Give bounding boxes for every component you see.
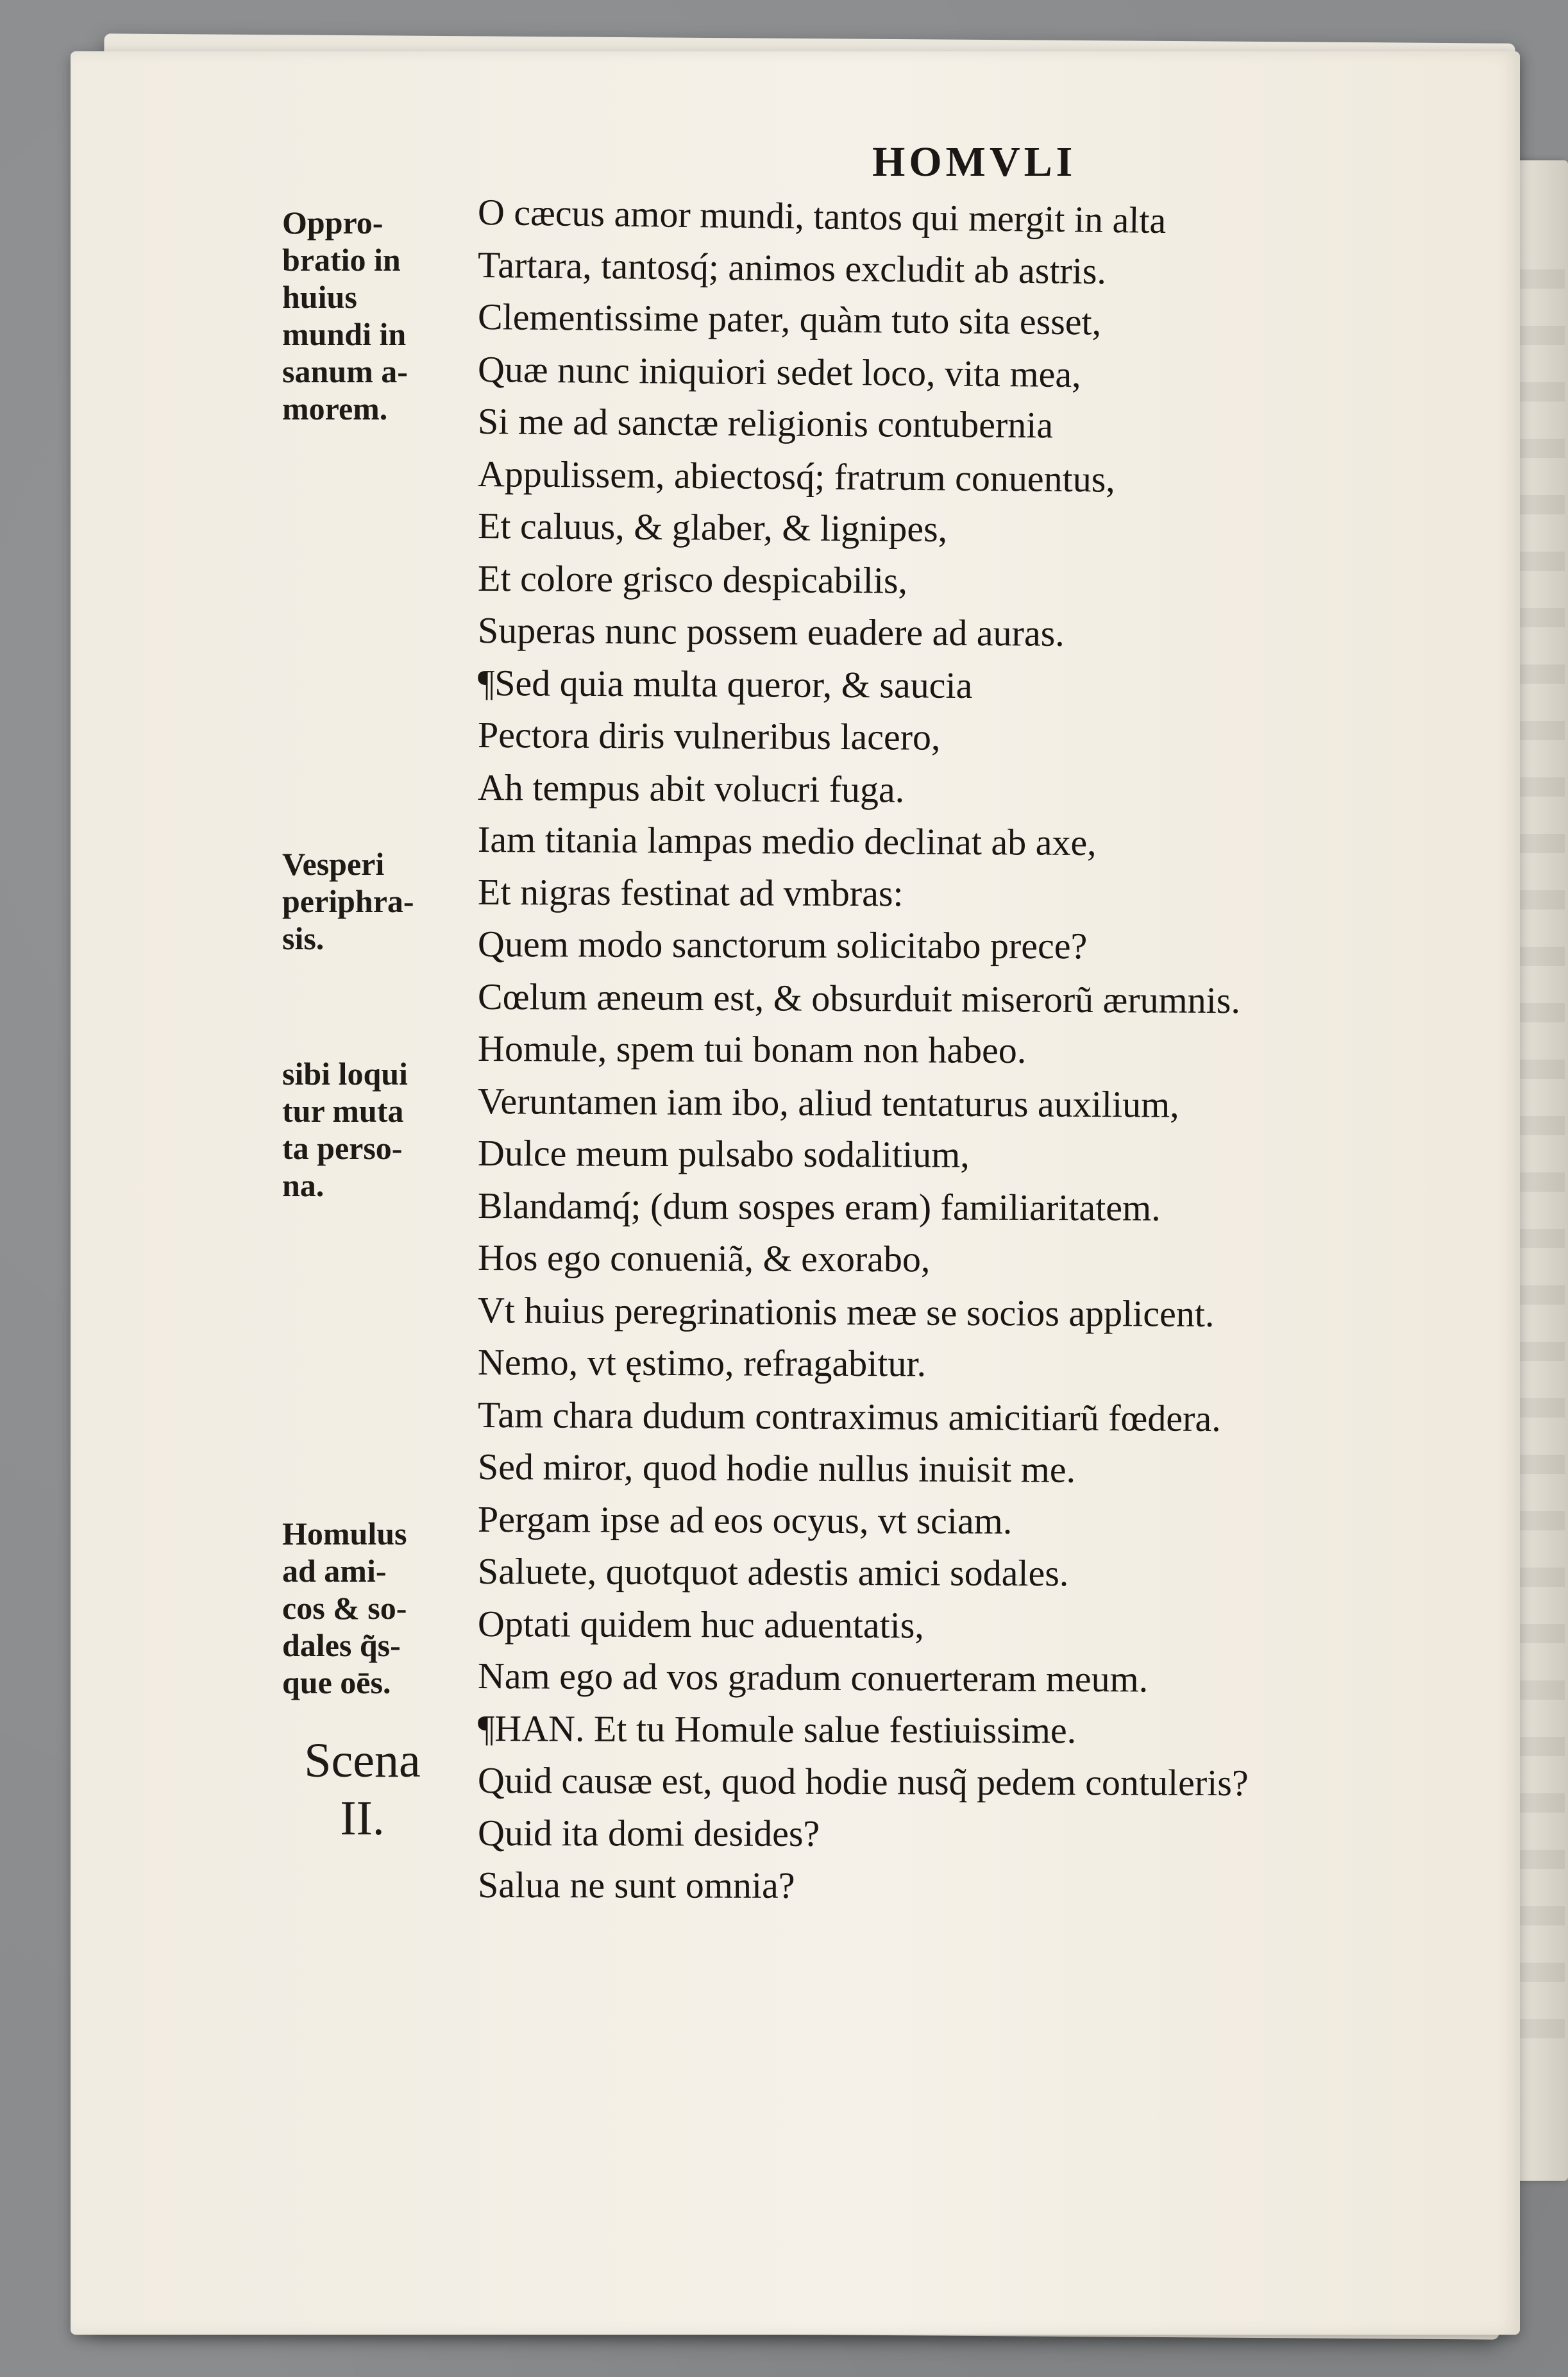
verse-line: Hos ego conueniã, & exorabo, xyxy=(477,1237,931,1280)
verse-line: Iam titania lampas medio declinat ab axe, xyxy=(477,818,1097,864)
verse-line: Cœlum æneum est, & obsurduit miserorũ ærumnis. xyxy=(477,975,1241,1021)
verse-line: Si me ad sanctæ religionis contubernia xyxy=(477,400,1054,446)
verse-line: Dulce meum pulsabo sodalitium, xyxy=(477,1132,970,1176)
verse-line: Veruntamen iam ibo, aliud tentaturus auxilium, xyxy=(477,1079,1179,1126)
verse-line: Optati quidem huc aduentatis, xyxy=(477,1602,924,1646)
verse-line: Blandamq́; (dum sospes eram) familiaritatem. xyxy=(477,1184,1161,1229)
verse-line: Pergam ipse ad eos ocyus, vt sciam. xyxy=(477,1498,1013,1542)
verse-text xyxy=(478,186,1478,1911)
verse-line: ¶Sed quia multa queror, & saucia xyxy=(477,661,973,706)
margin-note-1: Oppro- bratio in huius mundi in sanum a- morem. xyxy=(282,205,408,427)
verse-line: Superas nunc possem euadere ad auras. xyxy=(477,609,1065,654)
verse-line: Et nigras festinat ad vmbras: xyxy=(477,870,904,914)
running-head: HOMVLI xyxy=(872,139,1077,185)
verse-line: Clementissime pater, quàm tuto sita esset, xyxy=(477,296,1102,343)
verse-line: Appulissem, abiectosq́; fratrum conuentus, xyxy=(477,452,1116,500)
verse-line: Et colore grisco despicabilis, xyxy=(477,557,908,602)
margin-note-2: Vesperi periphra- sis. xyxy=(282,846,414,956)
verse-line: ¶HAN. Et tu Homule salue festiuissime. xyxy=(477,1707,1077,1751)
verse-line: Quid ita domi desides? xyxy=(477,1811,820,1854)
verse-line: Tartara, tantosq́; animos excludit ab astris. xyxy=(477,243,1107,292)
verse-line: Quæ nunc iniquiori sedet loco, vita mea, xyxy=(477,348,1081,395)
verse-line: Quem modo sanctorum solicitabo prece? xyxy=(477,923,1088,967)
verse-line: Tam chara dudum contraximus amicitiarũ fœdera. xyxy=(477,1393,1221,1439)
scene-label: Scena II. xyxy=(304,1734,421,1845)
margin-note-3: sibi loqui tur muta ta perso- na. xyxy=(282,1056,408,1203)
verse-line: Ah tempus abit volucri fuga. xyxy=(477,766,905,810)
facing-page-show-through xyxy=(1513,269,1565,2065)
verse-line: Vt huius peregrinationis meæ se socios applicent. xyxy=(477,1289,1215,1335)
verse-line: Nemo, vt ęstimo, refragabitur. xyxy=(477,1341,927,1385)
verse-line: Homule, spem tui bonam non habeo. xyxy=(477,1028,1027,1071)
verse-line: Salua ne sunt omnia? xyxy=(477,1864,795,1906)
verse-line: Pectora diris vulneribus lacero, xyxy=(477,714,941,758)
verse-line: Et caluus, & glaber, & lignipes, xyxy=(477,505,948,550)
margin-notes xyxy=(282,0,468,2377)
verse-line: O cæcus amor mundi, tantos qui mergit in alta xyxy=(477,191,1167,242)
verse-line: Saluete, quotquot adestis amici sodales. xyxy=(477,1550,1069,1595)
verse-line: Sed miror, quod hodie nullus inuisit me. xyxy=(477,1446,1076,1491)
verse-line: Nam ego ad vos gradum conuerteram meum. xyxy=(477,1655,1149,1700)
verse-line: Quid causæ est, quod hodie nusq̃ pedem contuleris? xyxy=(477,1759,1249,1804)
margin-note-4: Homulus ad ami- cos & so- dales q̃s- que oēs. xyxy=(282,1516,407,1700)
